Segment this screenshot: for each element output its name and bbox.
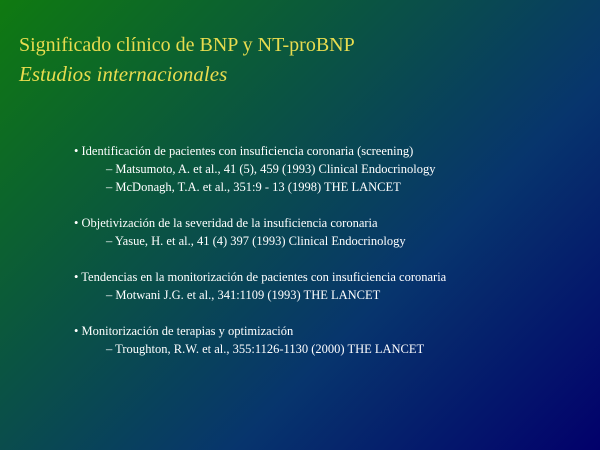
bullet-text: • Monitorización de terapias y optimización (74, 324, 294, 338)
slide-subtitle: Estudios internacionales (19, 62, 228, 86)
bullet-text: • Identificación de pacientes con insuficiencia coronaria (screening) (74, 144, 414, 158)
slide-title: Significado clínico de BNP y NT-proBNP (19, 34, 355, 56)
reference-line: – Yasue, H. et al., 41 (4) 397 (1993) Clinical Endocrinology (106, 234, 406, 248)
bullet-item (74, 214, 584, 250)
bullet-item (74, 142, 584, 196)
reference-line: – Troughton, R.W. et al., 355:1126-1130 (2000) THE LANCET (106, 342, 425, 356)
reference-line: – Motwani J.G. et al., 341:1109 (1993) THE LANCET (106, 288, 381, 302)
reference-line: – McDonagh, T.A. et al., 351:9 - 13 (1998) THE LANCET (106, 180, 401, 194)
bullet-text: • Tendencias en la monitorización de pacientes con insuficiencia coronaria (74, 270, 447, 284)
bullet-item (74, 322, 584, 358)
bullet-list (74, 142, 584, 376)
bullet-text: • Objetivización de la severidad de la insuficiencia coronaria (74, 216, 378, 230)
reference-line: – Matsumoto, A. et al., 41 (5), 459 (1993) Clinical Endocrinology (106, 162, 436, 176)
bullet-item (74, 268, 584, 304)
